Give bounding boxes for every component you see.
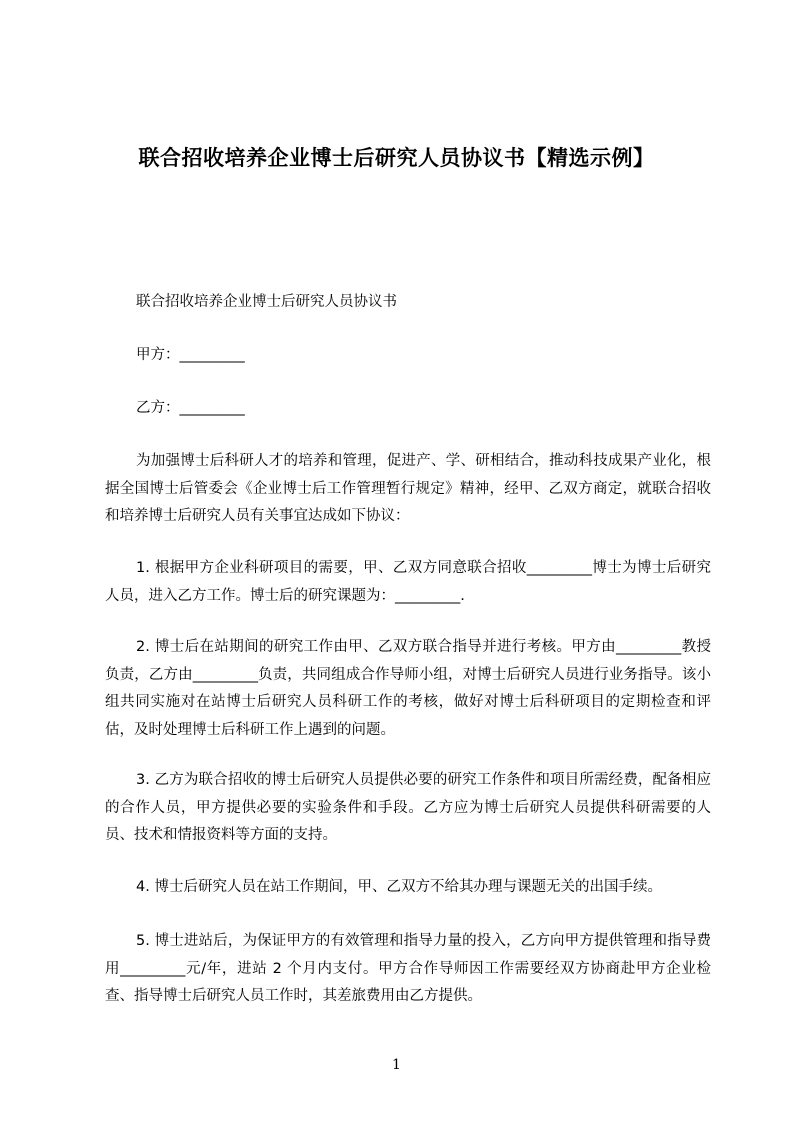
clause-2: 2. 博士后在站期间的研究工作由甲、乙双方联合指导并进行考核。甲方由_________教授负责，乙方由_________负责，共同组成合作导师小组，对博士后研究人员进行业务指导。该小组共同实施对在站博士后研究人员科研工作的考核，做好对博士后科研项目的定期检查和评估，及时处理博士后科研工作上遇到的问题。 (105, 639, 711, 738)
party-a-line: 甲方：_________ (136, 347, 245, 363)
party-b-line: 乙方：_________ (136, 400, 245, 416)
clause-5: 5. 博士进站后，为保证甲方的有效管理和指导力量的投入，乙方向甲方提供管理和指导费用_________元/年，进站 2 个月内支付。甲方合作导师因工作需要经双方协商赴甲方企业检查、指导博士后研究人员工作时，其差旅费用由乙方提供。 (105, 933, 711, 1004)
clause-1: 1. 根据甲方企业科研项目的需要，甲、乙双方同意联合招收_________博士为博士后研究人员，进入乙方工作。博士后的研究课题为：_________. (105, 560, 711, 604)
agreement-subtitle: 联合招收培养企业博士后研究人员协议书 (136, 294, 397, 310)
intro-paragraph: 为加强博士后科研人才的培养和管理，促进产、学、研相结合，推动科技成果产业化，根据全国博士后管委会《企业博士后工作管理暂行规定》精神，经甲、乙双方商定，就联合招收和培养博士后研究人员有关事宜达成如下协议： (105, 453, 711, 524)
document-title: 联合招收培养企业博士后研究人员协议书【精选示例】 (138, 146, 655, 170)
clause-3: 3. 乙方为联合招收的博士后研究人员提供必要的研究工作条件和项目所需经费，配备相应的合作人员，甲方提供必要的实验条件和手段。乙方应为博士后研究人员提供科研需要的人员、技术和情报资料等方面的支持。 (105, 772, 711, 843)
clause-4: 4. 博士后研究人员在站工作期间，甲、乙双方不给其办理与课题无关的出国手续。 (136, 879, 662, 895)
page-number: 1 (392, 1057, 401, 1073)
